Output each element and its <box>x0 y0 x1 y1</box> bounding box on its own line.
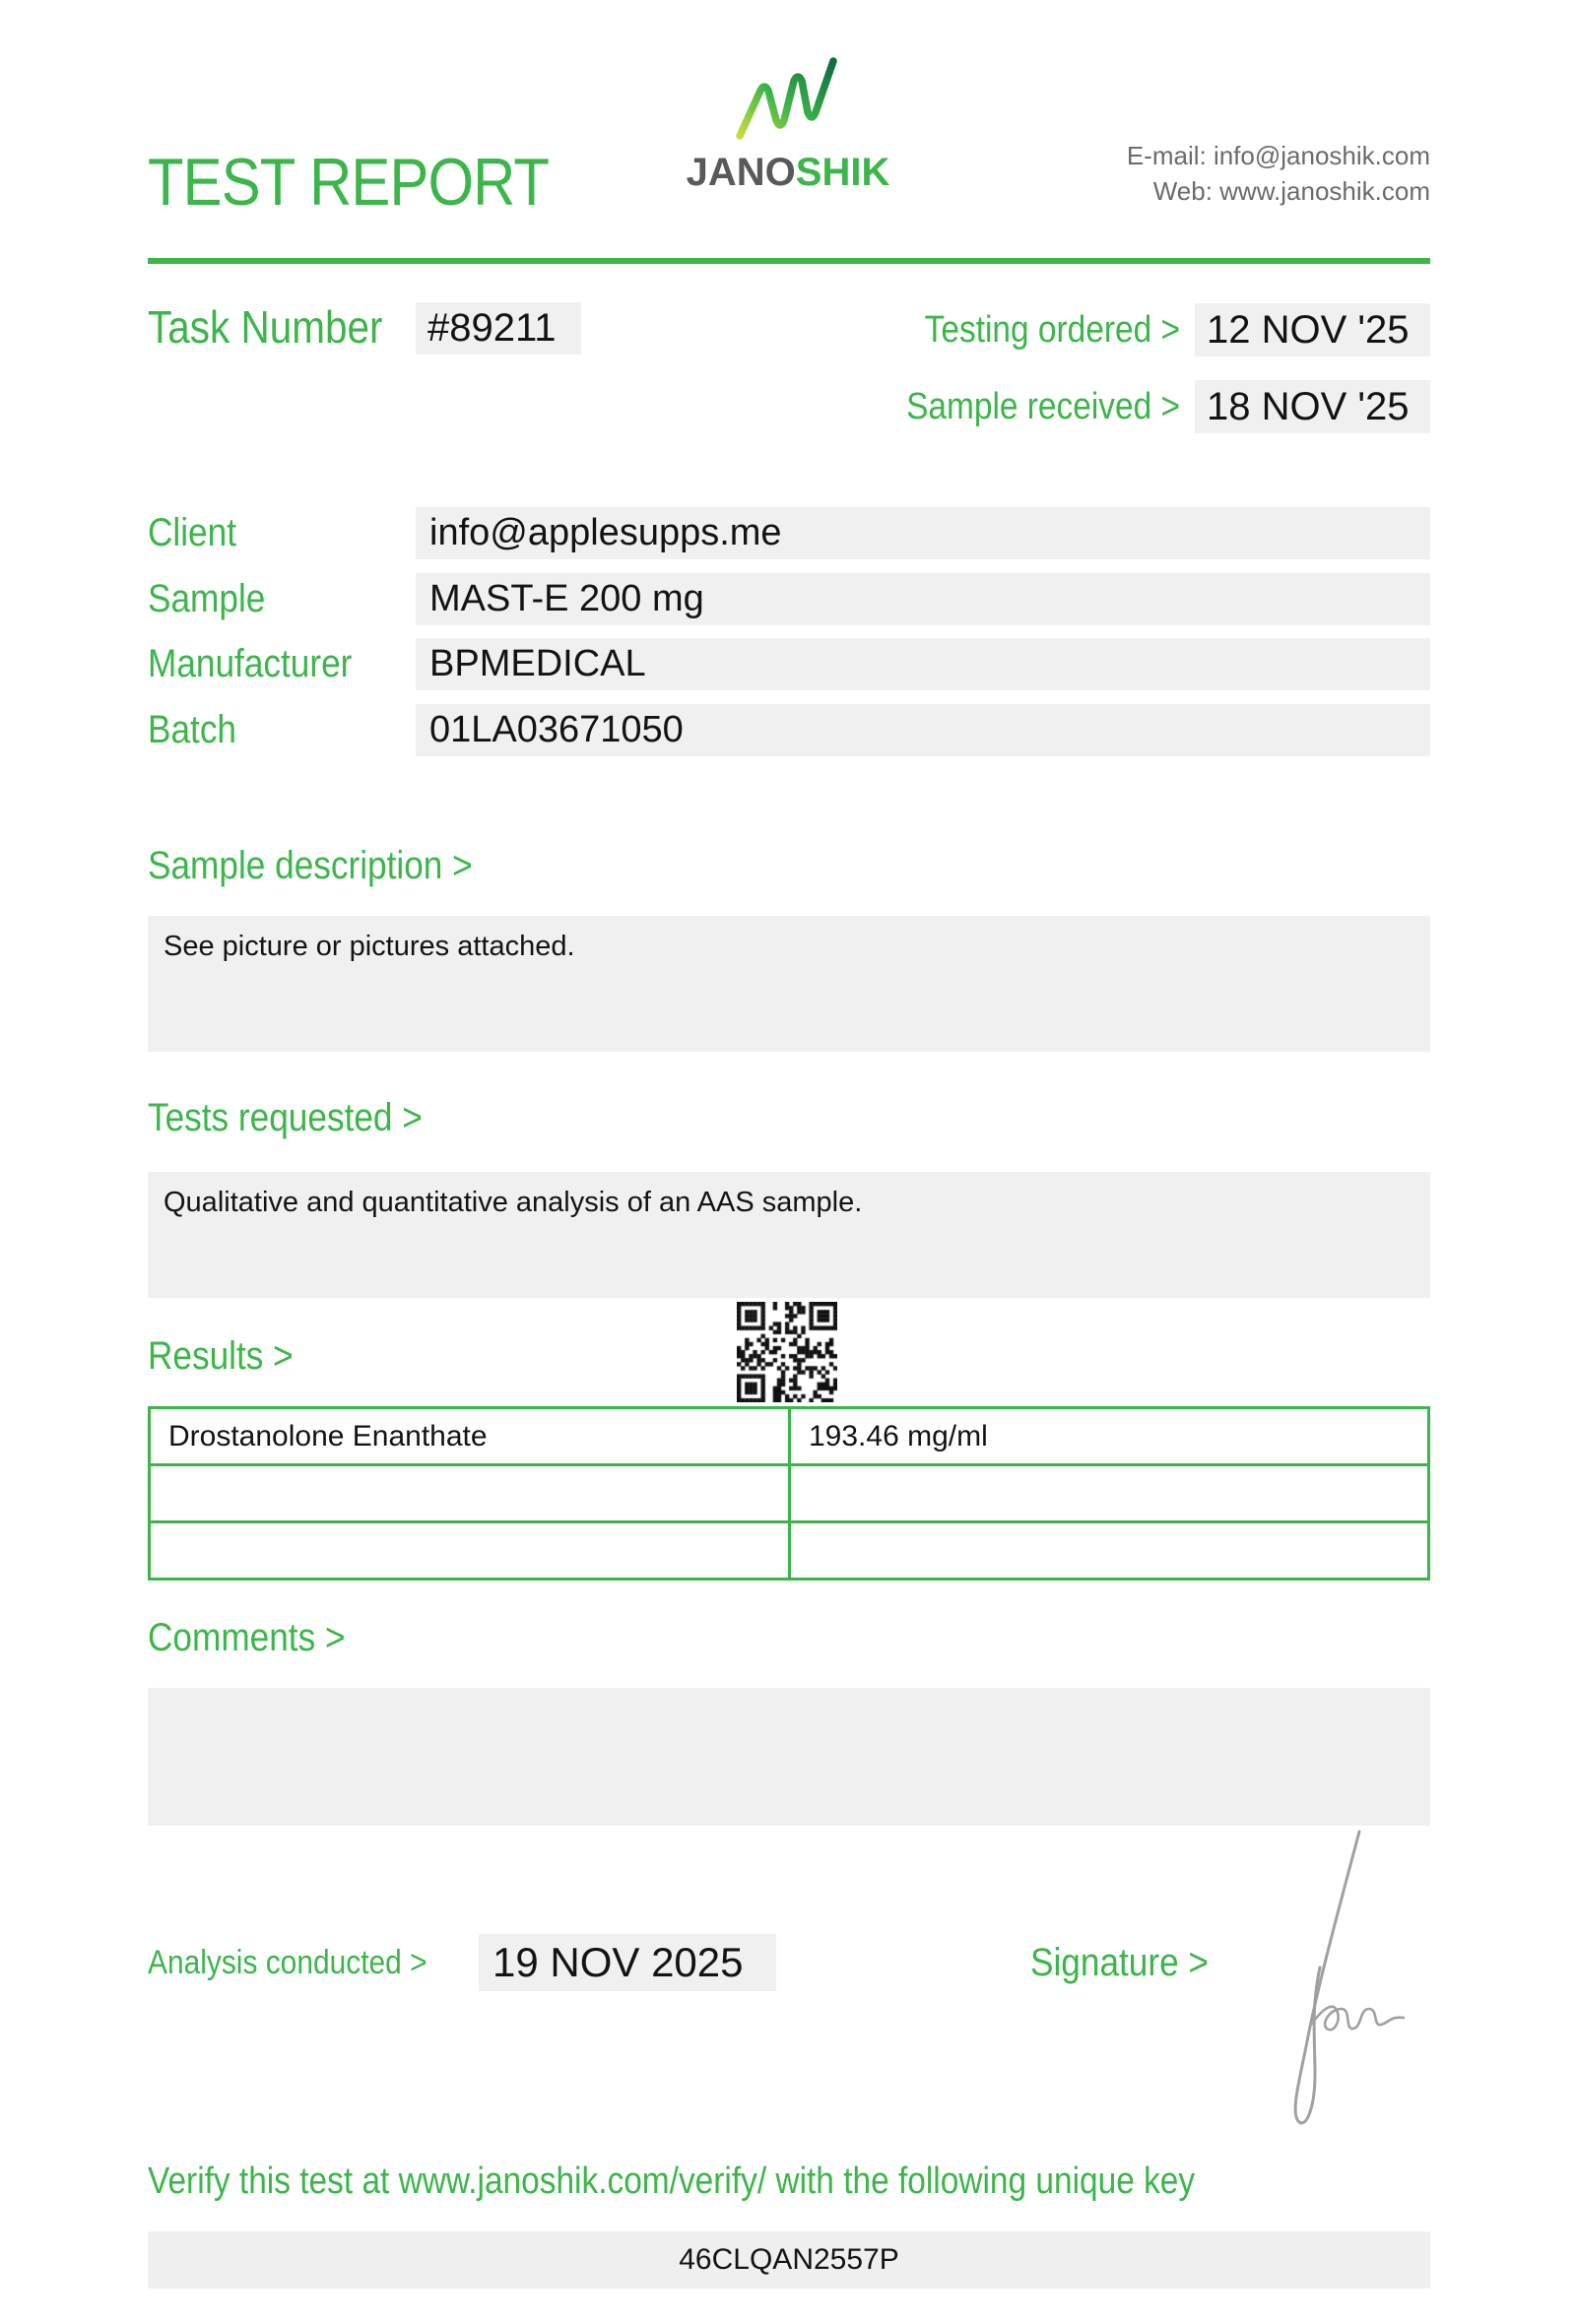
page-title: TEST REPORT <box>148 145 550 220</box>
logo-text-shik: SHIK <box>795 151 890 194</box>
result-value-cell: 193.46 mg/ml <box>791 1409 1427 1463</box>
results-table <box>148 1406 1430 1581</box>
sample-received-label: Sample received > <box>906 386 1180 427</box>
contact-email: E-mail: info@janoshik.com <box>1126 141 1430 170</box>
testing-ordered-label: Testing ordered > <box>924 309 1180 351</box>
results-heading: Results > <box>148 1334 294 1378</box>
client-label: Client <box>148 511 236 554</box>
comments-heading: Comments > <box>148 1616 346 1659</box>
contact-info <box>1127 138 1430 209</box>
analysis-conducted-label: Analysis conducted > <box>148 1944 427 1981</box>
manufacturer-label: Manufacturer <box>148 642 353 685</box>
sample-description-box: See picture or pictures attached. <box>148 916 1430 1052</box>
result-analyte-cell: Drostanolone Enanthate <box>151 1409 788 1463</box>
tests-requested-heading: Tests requested > <box>148 1096 423 1139</box>
task-number-label: Task Number <box>148 301 383 353</box>
comments-box <box>148 1688 1430 1826</box>
batch-label: Batch <box>148 708 237 751</box>
header-divider <box>148 258 1430 264</box>
signature-scribble <box>1243 1820 1411 2135</box>
testing-ordered-value: 12 NOV '25 <box>1195 303 1430 356</box>
logo-text-jano: JANO <box>686 151 796 194</box>
janoshik-logo <box>678 51 898 195</box>
sample-received-value: 18 NOV '25 <box>1195 380 1430 433</box>
contact-web: Web: www.janoshik.com <box>1152 176 1430 206</box>
result-analyte-cell <box>151 1466 788 1520</box>
signature-label: Signature > <box>1030 1941 1210 1984</box>
manufacturer-value: BPMEDICAL <box>416 638 1430 690</box>
result-value-cell <box>791 1523 1427 1578</box>
client-value: info@applesupps.me <box>416 507 1430 559</box>
logo-wordmark <box>678 150 898 195</box>
task-number-value: #89211 <box>416 302 581 355</box>
sample-value: MAST-E 200 mg <box>416 573 1430 625</box>
analysis-conducted-date: 19 NOV 2025 <box>479 1934 776 1991</box>
batch-value: 01LA03671050 <box>416 704 1430 756</box>
sample-label: Sample <box>148 577 266 620</box>
result-analyte-cell <box>151 1523 788 1578</box>
tests-requested-box: Qualitative and quantitative analysis of an AAS sample. <box>148 1172 1430 1298</box>
verify-heading: Verify this test at www.janoshik.com/verify/ with the following unique key <box>148 2161 1196 2202</box>
qr-code <box>737 1302 837 1402</box>
logo-chart-icon <box>734 51 842 150</box>
result-value-cell <box>791 1466 1427 1520</box>
unique-key-box: 46CLQAN2557P <box>148 2231 1430 2289</box>
sample-description-heading: Sample description > <box>148 844 473 887</box>
